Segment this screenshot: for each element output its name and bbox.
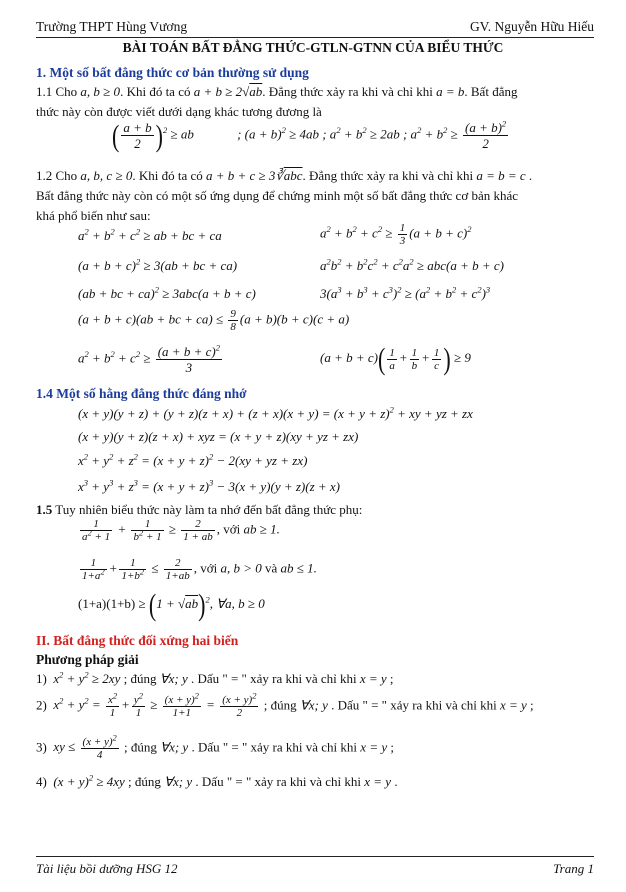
- identity-1: $(x + y)(y + z) + (y + z)(z + x) + (z + x)(x + y) = (x + y + z)^2$ + xy + yz + zx: [78, 404, 473, 421]
- footer-doc-name: Tài liệu bồi dưỡng HSG 12: [36, 861, 178, 876]
- para-1-2-line3: khá phổ biến như sau:: [36, 208, 151, 223]
- ineq-3: $(a + b + c)^2 \ge 3(ab$ + bc + ca): [78, 256, 238, 273]
- para-1-5: 1.5 Tuy nhiên biểu thức này làm ta nhớ đến bất đẳng thức phụ:: [36, 502, 363, 517]
- ineq-5: (ab + bc + ca)$^2$ ≥ 3abc(a + b + c): [78, 284, 256, 301]
- page-number: Trang 1: [553, 861, 594, 876]
- ineq-8: $a^2 + b^2 + c^2$ ≥ $\frac{(a + b + c)^2}{3}$: [78, 342, 220, 375]
- ineq-1: $a^2 + b^2 + c^2$ ≥ ab + bc + ca: [78, 226, 222, 243]
- identity-2: (x + y)(y + z)(z + x) + xyz = (x + y + z)(xy + yz + zx): [78, 429, 359, 444]
- page-header: [36, 19, 594, 38]
- method-heading: Phương pháp giải: [36, 652, 139, 667]
- method-item-2: 2) $x^2 + y^2$ = $\frac{x^2}{1}$ + $\frac{y^2}{1}$ ≥ $\frac{(x + y)^2}{1+1}$ = $\frac{(x + y)^2}{2}$ ; đúng ∀x; y . Dấu " = " xảy ra khi và chỉ khi x = y ;: [36, 690, 534, 719]
- method-item-4: 4) $(x + y)^2 \ge 4xy$ ; đúng ∀x; y . Dấu " = " xảy ra khi và chỉ khi x = y .: [36, 772, 398, 789]
- ineq-2: $a^2 + b^2 + c^2$ ≥ $\frac{1}{3}$ $(a + b + c)^2$: [320, 222, 472, 247]
- ineq-6: $3(a^3 + b^3 + c^3)^2 \ge (a^2 + b^2 + c^2)^3$: [320, 284, 491, 301]
- school-name: Trường THPT Hùng Vương: [36, 19, 188, 34]
- para-1-1-line2: thức này còn được viết dưới dạng khác tương đương là: [36, 104, 322, 119]
- formula-amgm-forms: ( $\frac{a + b}{2}$ )$^2$ ≥ ab ; $(a + b)^2 \ge 4ab$ ; $a^2 + b^2 \ge 2ab$ ; $a^2 + b^2$ ≥ $\frac{(a + b)^2}{2}$: [112, 117, 507, 153]
- identity-4: $x^3 + y^3 + z^3 = (x + y + z)^3 - 3(x + y)(y + z)(z + x)$: [78, 477, 341, 494]
- para-1-2-line2: Bất đẳng thức này còn có một số ứng dụng để chứng minh một số bất đẳng thức cơ bản khác: [36, 188, 519, 203]
- para-1-2: 1.2 Cho a, b, c ≥ 0. Khi đó ta có $a + b + c \ge 3∛\overline{abc}$. Đẳng thức xảy ra khi và chỉ khi a = b = c .: [36, 168, 533, 183]
- page-footer: [36, 856, 594, 876]
- method-item-3: 3) xy ≤ $\frac{(x + y)^2}{4}$ ; đúng ∀x; y . Dấu " = " xảy ra khi và chỉ khi x = y ;: [36, 732, 394, 761]
- aux-ineq-1: $\frac{1}{a^2 + 1}$ + $\frac{1}{b^2 + 1}$ ≥ $\frac{2}{1 + ab}$ , với ab ≥ 1.: [82, 518, 280, 543]
- aux-ineq-2: $\frac{1}{1+a^2}$ + $\frac{1}{1+b^2}$ ≤ $\frac{2}{1+ab}$ , với a, b > 0 và ab ≤ 1.: [82, 557, 317, 582]
- identity-3: $x^2 + y^2 + z^2 = (x + y + z)^2 - 2(xy$ + yz + zx): [78, 451, 308, 468]
- teacher-name: GV. Nguyễn Hữu Hiếu: [469, 19, 594, 34]
- section-1-heading: 1. Một số bất đẳng thức cơ bản thường sử dụng: [36, 65, 309, 80]
- page-title: BÀI TOÁN BẤT ĐẲNG THỨC-GTLN-GTNN CỦA BIỂU THỨC: [122, 40, 504, 55]
- ineq-9: (a + b + c)( $\frac{1}{a}$ + $\frac{1}{b}$ + $\frac{1}{c}$ ) ≥ 9: [320, 340, 471, 376]
- ineq-7: (a + b + c)(ab + bc + ca) ≤ $\frac{9}{8}$ (a + b)(b + c)(c + a): [78, 308, 350, 333]
- ineq-4: $a^2b^2 + b^2c^2 + c^2a^2 \ge abc(a + b + c)$: [320, 256, 504, 273]
- section-1-4-heading: 1.4 Một số hằng đẳng thức đáng nhớ: [36, 386, 247, 401]
- para-1-1: 1.1 Cho a, b ≥ 0. Khi đó ta có a + b ≥ 2√ab. Đẳng thức xảy ra khi và chỉ khi a = b. Bất đẳng: [36, 84, 518, 99]
- section-2-heading: II. Bất đẳng thức đối xứng hai biến: [36, 633, 239, 648]
- aux-ineq-3: $(1+a)(1+b) \ge (1 + √ab)^2$, ∀a, b ≥ 0: [78, 586, 265, 622]
- method-item-1: 1) $x^2 + y^2 \ge 2xy$ ; đúng ∀x; y . Dấu " = " xảy ra khi và chỉ khi x = y ;: [36, 669, 394, 686]
